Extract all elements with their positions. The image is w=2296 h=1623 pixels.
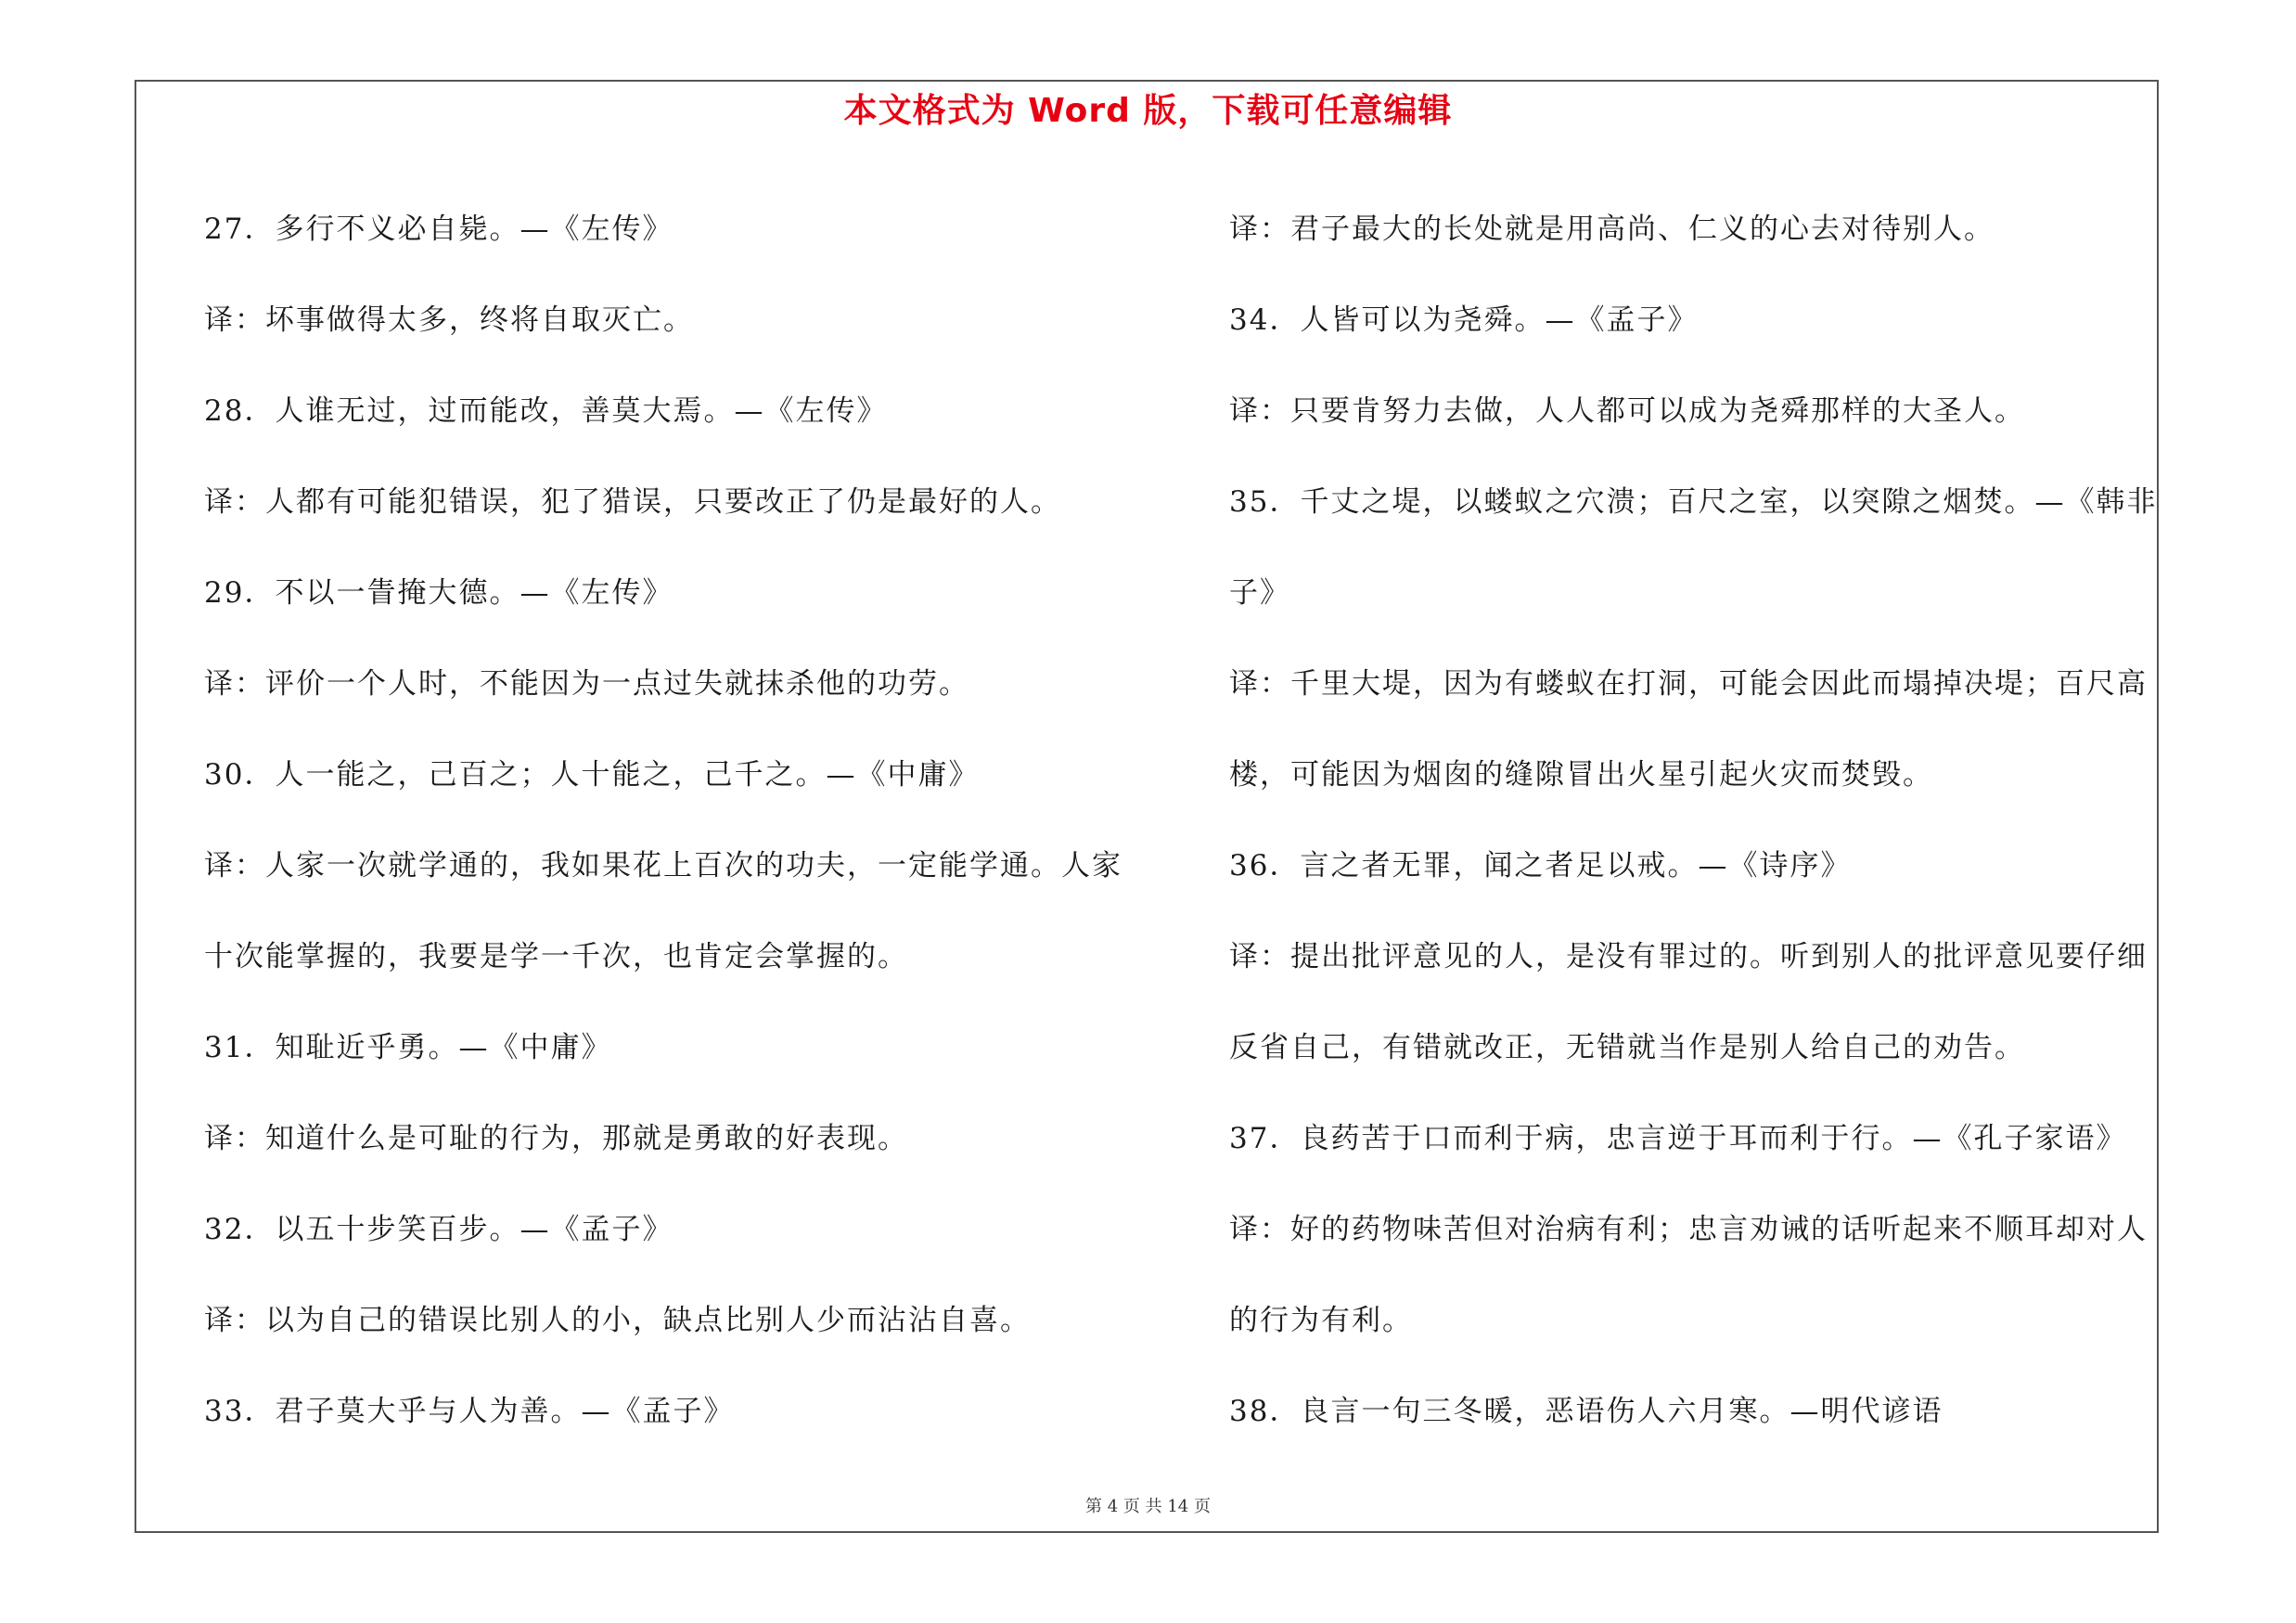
text-line: 28．人谁无过，过而能改，善莫大焉。—《左传》 [204, 394, 888, 428]
text-line: 32．以五十步笑百步。—《孟子》 [204, 1213, 673, 1246]
format-notice-banner: 本文格式为 Word 版，下载可任意编辑 [843, 92, 1453, 130]
text-line: 译：坏事做得太多，终将自取灭亡。 [204, 303, 694, 337]
text-line: 译：知道什么是可耻的行为，那就是勇敢的好表现。 [204, 1122, 908, 1155]
text-line: 的行为有利。 [1229, 1304, 1413, 1337]
left-text-column [204, 184, 1132, 1457]
text-line: 子》 [1229, 576, 1290, 610]
text-line: 36．言之者无罪，闻之者足以戒。—《诗序》 [1229, 849, 1852, 882]
text-line: 译：以为自己的错误比别人的小，缺点比别人少而沾沾自喜。 [204, 1304, 1031, 1337]
text-line: 27．多行不义必自毙。—《左传》 [204, 213, 673, 246]
text-line: 35．千丈之堤，以蝼蚁之穴溃；百尺之室，以突隙之烟焚。—《韩非 [1229, 485, 2158, 519]
text-line: 33．君子莫大乎与人为善。—《孟子》 [204, 1395, 735, 1428]
text-line: 译：人都有可能犯错误，犯了猎误，只要改正了仍是最好的人。 [204, 485, 1061, 519]
text-line: 38．良言一句三冬暖，恶语伤人六月寒。—明代谚语 [1229, 1395, 1943, 1428]
text-line: 37．良药苦于口而利于病，忠言逆于耳而利于行。—《孔子家语》 [1229, 1122, 2127, 1155]
page-number-footer: 第 4 页 共 14 页 [1085, 1497, 1211, 1516]
text-line: 29．不以一眚掩大德。—《左传》 [204, 576, 673, 610]
text-line: 译：千里大堤，因为有蝼蚁在打洞，可能会因此而塌掉决堤；百尺高 [1229, 667, 2148, 701]
text-line: 译：评价一个人时，不能因为一点过失就抹杀他的功劳。 [204, 667, 969, 701]
text-line: 34．人皆可以为尧舜。—《孟子》 [1229, 303, 1699, 337]
text-line: 30．人一能之，己百之；人十能之，己千之。—《中庸》 [204, 758, 980, 792]
right-text-column [1229, 184, 2157, 1457]
text-line: 31．知耻近乎勇。—《中庸》 [204, 1031, 612, 1064]
text-line: 楼，可能因为烟囱的缝隙冒出火星引起火灾而焚毁。 [1229, 758, 1933, 792]
text-line: 十次能掌握的，我要是学一千次，也肯定会掌握的。 [204, 940, 908, 973]
text-line: 译：人家一次就学通的，我如果花上百次的功夫，一定能学通。人家 [204, 849, 1122, 882]
text-line: 译：只要肯努力去做，人人都可以成为尧舜那样的大圣人。 [1229, 394, 2025, 428]
text-line: 译：君子最大的长处就是用高尚、仁义的心去对待别人。 [1229, 213, 1995, 246]
text-line: 反省自己，有错就改正，无错就当作是别人给自己的劝告。 [1229, 1031, 2025, 1064]
text-line: 译：好的药物味苦但对治病有利；忠言劝诫的话听起来不顺耳却对人 [1229, 1213, 2148, 1246]
text-line: 译：提出批评意见的人，是没有罪过的。听到别人的批评意见要仔细 [1229, 940, 2148, 973]
